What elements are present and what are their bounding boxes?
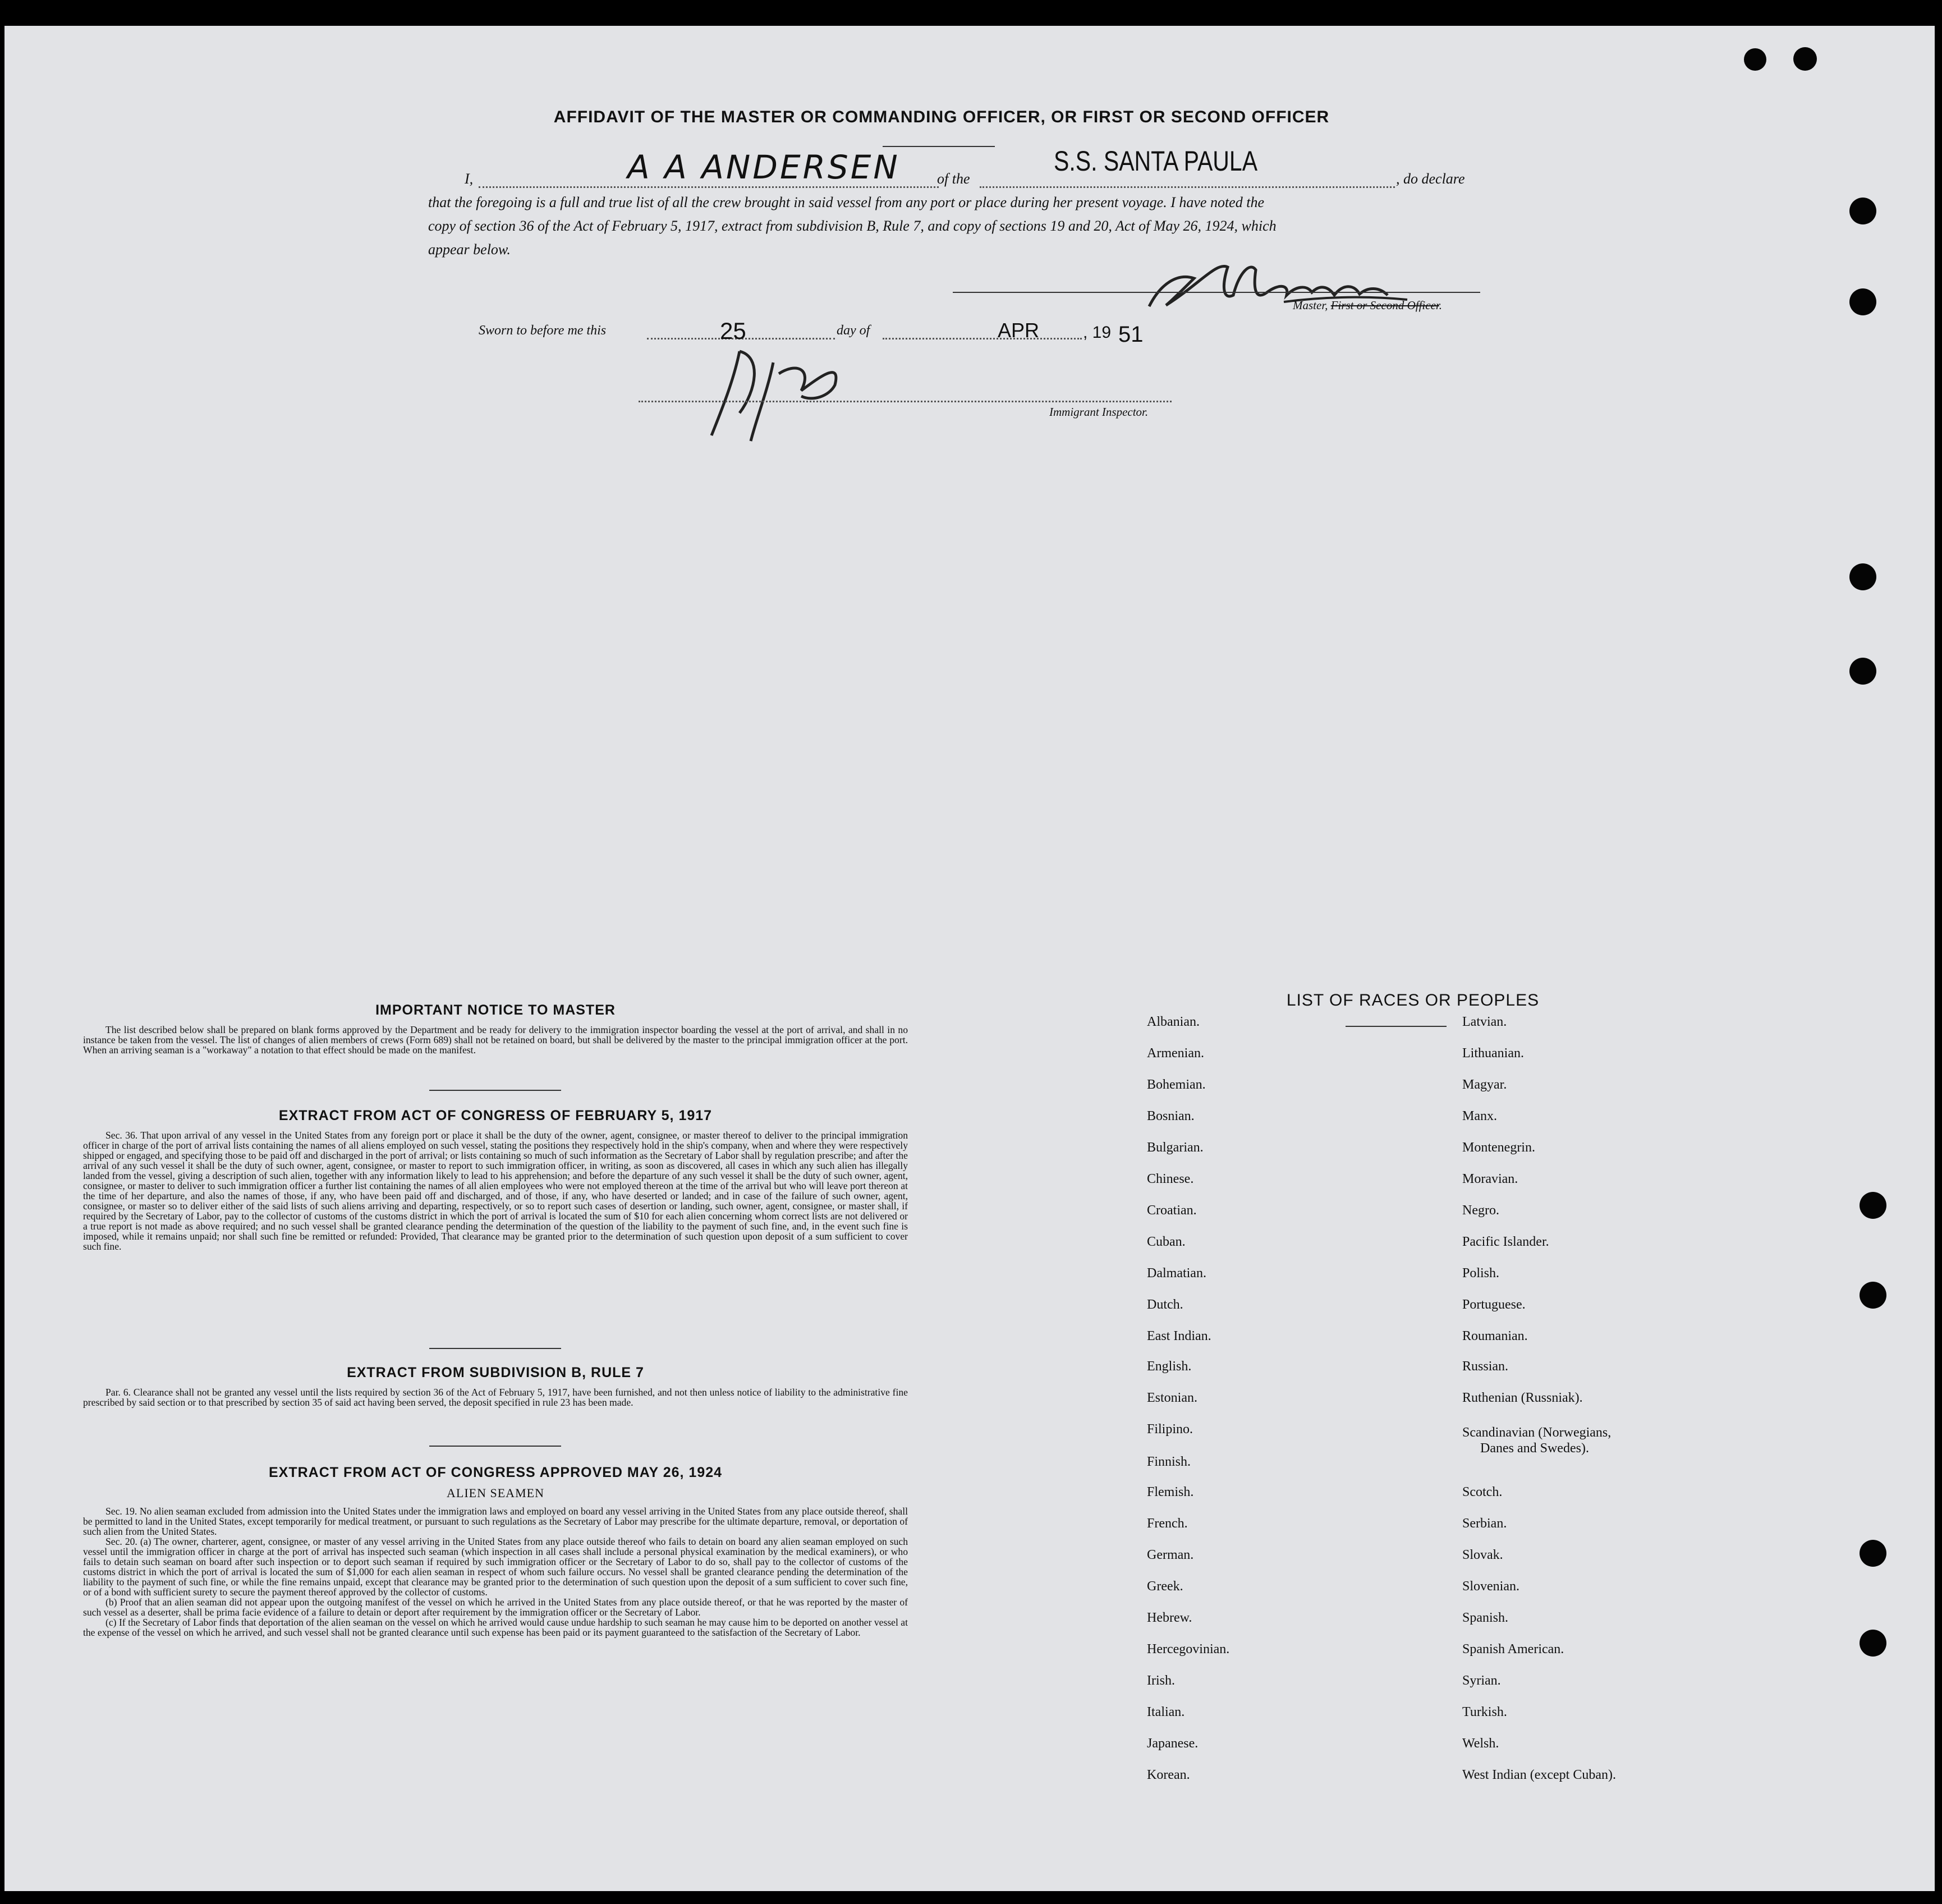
master-label [1293, 299, 1442, 313]
extract-1924-heading: EXTRACT FROM ACT OF CONGRESS APPROVED MAY 26, 1924 [268, 1465, 723, 1480]
race-item: German. [1147, 1548, 1194, 1562]
day-value: 25 [720, 318, 746, 344]
affidavit-title: AFFIDAVIT OF THE MASTER OR COMMANDING OFFICER, OR FIRST OR SECOND OFFICER [553, 108, 1330, 126]
year-prefix: , 19 [1083, 323, 1112, 342]
of-the-label: of the [937, 171, 970, 187]
alien-seamen-subheading: ALIEN SEAMEN [447, 1486, 544, 1500]
section-divider [429, 1348, 561, 1349]
race-item: Montenegrin. [1462, 1140, 1535, 1155]
section-divider [429, 1446, 561, 1447]
race-item: Pacific Islander. [1462, 1235, 1549, 1249]
punch-hole [1849, 563, 1876, 590]
extract-1917-heading: EXTRACT FROM ACT OF CONGRESS OF FEBRUARY 5, 1917 [278, 1108, 713, 1123]
month-value: APR [998, 319, 1040, 342]
vessel-name: S.S. SANTA PAULA [1054, 145, 1258, 177]
race-item: Slovenian. [1462, 1579, 1519, 1594]
sec20c-text: (c) If the Secretary of Labor finds that deportation of the alien seaman on the vessel on which he arrived would cause undue hardship to such seaman he may cause him to be deported on another vessel at the expense of the vessel on which he arrived, and such vessel shall not be granted clearance until such expense has been paid or its payment guaranteed to the satisfaction of the Secretary of Labor. [83, 1617, 908, 1638]
day-of-label: day of [837, 323, 870, 338]
race-item: Spanish. [1462, 1611, 1509, 1625]
race-item: Italian. [1147, 1705, 1185, 1719]
race-item: Magyar. [1462, 1077, 1507, 1092]
race-item: Turkish. [1462, 1705, 1507, 1719]
race-item: French. [1147, 1516, 1188, 1531]
races-list-title: LIST OF RACES OR PEOPLES [1286, 991, 1540, 1010]
i-label: I, [465, 171, 474, 187]
races-title-divider [1346, 1026, 1447, 1027]
race-item: Hercegovinian. [1147, 1642, 1230, 1657]
punch-hole [1793, 47, 1817, 71]
race-item: Danes and Swedes). [1480, 1441, 1589, 1456]
affidavit-body-line2: copy of section 36 of the Act of February 5, 1917, extract from subdivision B, Rule 7, and copy of sections 19 and 20, Act of May 26, 1924, which [428, 218, 1277, 234]
extract-1924-block [83, 1506, 908, 1637]
sec20a-text: Sec. 20. (a) The owner, charterer, agent, consignee, or master of any vessel arriving in the United States from any place outside thereof who fails to detain on board any alien seaman employed on such vessel until the immigration officer in charge at the port of arrival has inspected such seaman (which inspection in all cases shall include a personal physical examination by the medical examiners), or who fails to detain such seaman on board after such inspection or to deport such seaman if required by such immigration officer or the Secretary of Labor to do so, shall pay to the collector of customs of the customs district in which the port of arrival is located the sum of $1,000 for each alien seaman in respect of whom such failure occurs. No vessel shall be granted clearance pending the determination of the liability to the payment of such fine, or while the fine remains unpaid, except that clearance may be granted prior to the determination of such question upon the deposit of a sum sufficient to cover such fine, or of a bond with sufficient surety to secure the payment thereof approved by the collector of customs. [83, 1536, 908, 1598]
race-item: Ruthenian (Russniak). [1462, 1391, 1583, 1405]
do-declare-label: , do declare [1396, 171, 1465, 187]
race-item: Greek. [1147, 1579, 1183, 1594]
notice-text: The list described below shall be prepared on blank forms approved by the Department and be ready for delivery to the immigration inspector boarding the vessel at the port of arrival, and shall in no instance be taken from the vessel. The list of changes of alien members of crews (Form 689) shall not be retained on board, but shall be delivered by the master to the principal immigration officer at the port. When an arriving seaman is a "workaway" a notation to that effect should be made on the manifest. [83, 1024, 908, 1056]
extract-1917-text: Sec. 36. That upon arrival of any vessel in the United States from any foreign port or place it shall be the duty of the owner, agent, consignee, or master thereof to deliver to the principal immigration officer in charge of the port of arrival lists containing the names of all aliens employed on such vessel, stating the positions they respectively hold in the ship's company, when and where they were respectively shipped or engaged, and specifying those to be paid off and discharged in the port of arrival; or lists containing so much of such information as the Secretary of Labor shall by regulation prescribe; and after the arrival of any such vessel it shall be the duty of such owner, agent, consignee, or master to report to such immigration officer, in writing, as soon as discovered, all cases in which any such alien has illegally landed from the vessel, giving a description of such alien, together with any information likely to lead to his apprehension; and before the departure of any such vessel it shall be the duty of such owner, agent, consignee, or master to deliver to such immigration officer a further list containing the names of all alien employees who were not employed thereon at the time of the arrival but who will leave port thereon at the time of her departure, and also the names of those, if any, who have been paid off and discharged, and of those, if any, who have deserted or landed; and in case of the failure of such owner, agent, consignee, or master so to deliver either of the said lists of such aliens arriving and departing, respectively, or so to report such cases of desertion or landing, such owner, agent, consignee, or master shall, if required by the Secretary of Labor, pay to the collector of customs of the customs district in which the port of arrival is located the sum of $10 for each alien concerning whom correct lists are not delivered or a true report is not made as above required; and no such vessel shall be granted clearance pending the determination of the question of the liability to the payment of such fine, and, in the event such fine is imposed, while it remains unpaid; nor shall such fine be remitted or refunded: Provided, That clearance may be granted prior to the determination of such question upon deposit of a sum sufficient to cover such fine. [83, 1130, 908, 1252]
race-item: Serbian. [1462, 1516, 1507, 1531]
race-item: Dutch. [1147, 1297, 1183, 1312]
sec20b-text: (b) Proof that an alien seaman did not appear upon the outgoing manifest of the vessel on which he arrived in the United States from any place outside thereof, or that he was reported by the master of such vessel as a deserter, shall be prima facie evidence of a failure to detain or deport after requirement by the immigration officer or the Secretary of Labor. [83, 1596, 908, 1618]
master-label-text: Master, [1293, 299, 1328, 312]
race-item: Dalmatian. [1147, 1266, 1206, 1281]
punch-hole [1860, 1630, 1886, 1657]
inspector-signature [700, 340, 869, 447]
punch-hole [1849, 658, 1876, 685]
race-item: Manx. [1462, 1109, 1497, 1123]
section-divider [429, 1090, 561, 1091]
notice-text-block [83, 1025, 908, 1055]
name-line [479, 186, 939, 188]
race-item: East Indian. [1147, 1329, 1211, 1343]
year-value: 51 [1118, 322, 1144, 347]
master-signature-line [953, 292, 1480, 293]
race-item: Moravian. [1462, 1172, 1518, 1186]
race-item: Hebrew. [1147, 1611, 1192, 1625]
rule7-block [83, 1387, 908, 1407]
inspector-label: Immigrant Inspector. [1049, 405, 1149, 419]
race-item: West Indian (except Cuban). [1462, 1768, 1616, 1782]
affidavit-body-line3: appear below. [428, 241, 511, 258]
period-char: . [1439, 299, 1442, 312]
race-item: Korean. [1147, 1768, 1190, 1782]
master-name-handwritten: A A ANDERSEN [627, 148, 900, 186]
race-item: Welsh. [1462, 1736, 1499, 1751]
race-item: Cuban. [1147, 1235, 1186, 1249]
race-item: Negro. [1462, 1203, 1499, 1218]
officer-struck-text: First or Second Officer [1330, 299, 1439, 312]
race-item: English. [1147, 1359, 1192, 1374]
race-item: Polish. [1462, 1266, 1500, 1281]
race-item: Latvian. [1462, 1015, 1507, 1029]
race-item: Spanish American. [1462, 1642, 1564, 1657]
rule7-heading: EXTRACT FROM SUBDIVISION B, RULE 7 [347, 1365, 644, 1380]
race-item: Flemish. [1147, 1485, 1194, 1499]
race-item: Bohemian. [1147, 1077, 1206, 1092]
month-line [883, 338, 1082, 339]
punch-hole [1744, 48, 1766, 71]
race-item: Lithuanian. [1462, 1046, 1524, 1061]
race-item: Japanese. [1147, 1736, 1199, 1751]
race-item: Roumanian. [1462, 1329, 1528, 1343]
race-item: Portuguese. [1462, 1297, 1526, 1312]
race-item: Filipino. [1147, 1422, 1193, 1437]
punch-hole [1860, 1282, 1886, 1309]
race-item: Scotch. [1462, 1485, 1503, 1499]
race-item: Armenian. [1147, 1046, 1204, 1061]
race-item: Bulgarian. [1147, 1140, 1204, 1155]
punch-hole [1860, 1540, 1886, 1567]
punch-hole [1860, 1192, 1886, 1219]
sec19-text: Sec. 19. No alien seaman excluded from admission into the United States under the immigration laws and employed on board any vessel arriving in the United States from any place outside thereof, shall be permitted to land in the United States, except temporarily for medical treatment, or pursuant to such regulations as the Secretary of Labor may prescribe for the ultimate departure, removal, or deportation of such alien from the United States. [83, 1506, 908, 1537]
race-item: Finnish. [1147, 1455, 1191, 1469]
race-item: Albanian. [1147, 1015, 1200, 1029]
punch-hole [1849, 198, 1876, 224]
extract-1917-block [83, 1130, 908, 1251]
notice-heading: IMPORTANT NOTICE TO MASTER [375, 1002, 616, 1018]
affidavit-body-line1: that the foregoing is a full and true list of all the crew brought in said vessel from any port or place during her present voyage. I have noted the [428, 194, 1264, 210]
rule7-text: Par. 6. Clearance shall not be granted any vessel until the lists required by section 36 of the Act of February 5, 1917, have been furnished, and not then unless notice of liability to the administrative fine prescribed by said section or to that prescribed by section 35 of said act having been served, the deposit specified in rule 23 has been made. [83, 1387, 908, 1408]
race-item: Bosnian. [1147, 1109, 1195, 1123]
document-page [4, 26, 1935, 1891]
race-item: Slovak. [1462, 1548, 1503, 1562]
sworn-label: Sworn to before me this [479, 323, 607, 338]
race-item: Irish. [1147, 1673, 1175, 1688]
punch-hole [1849, 288, 1876, 315]
race-item: Chinese. [1147, 1172, 1194, 1186]
race-item: Syrian. [1462, 1673, 1501, 1688]
race-item: Estonian. [1147, 1391, 1197, 1405]
race-item: Russian. [1462, 1359, 1509, 1374]
inspector-line [639, 401, 1172, 402]
race-item: Scandinavian (Norwegians, [1462, 1425, 1612, 1440]
race-item: Croatian. [1147, 1203, 1197, 1218]
vessel-line [980, 186, 1395, 188]
title-divider [883, 146, 995, 147]
